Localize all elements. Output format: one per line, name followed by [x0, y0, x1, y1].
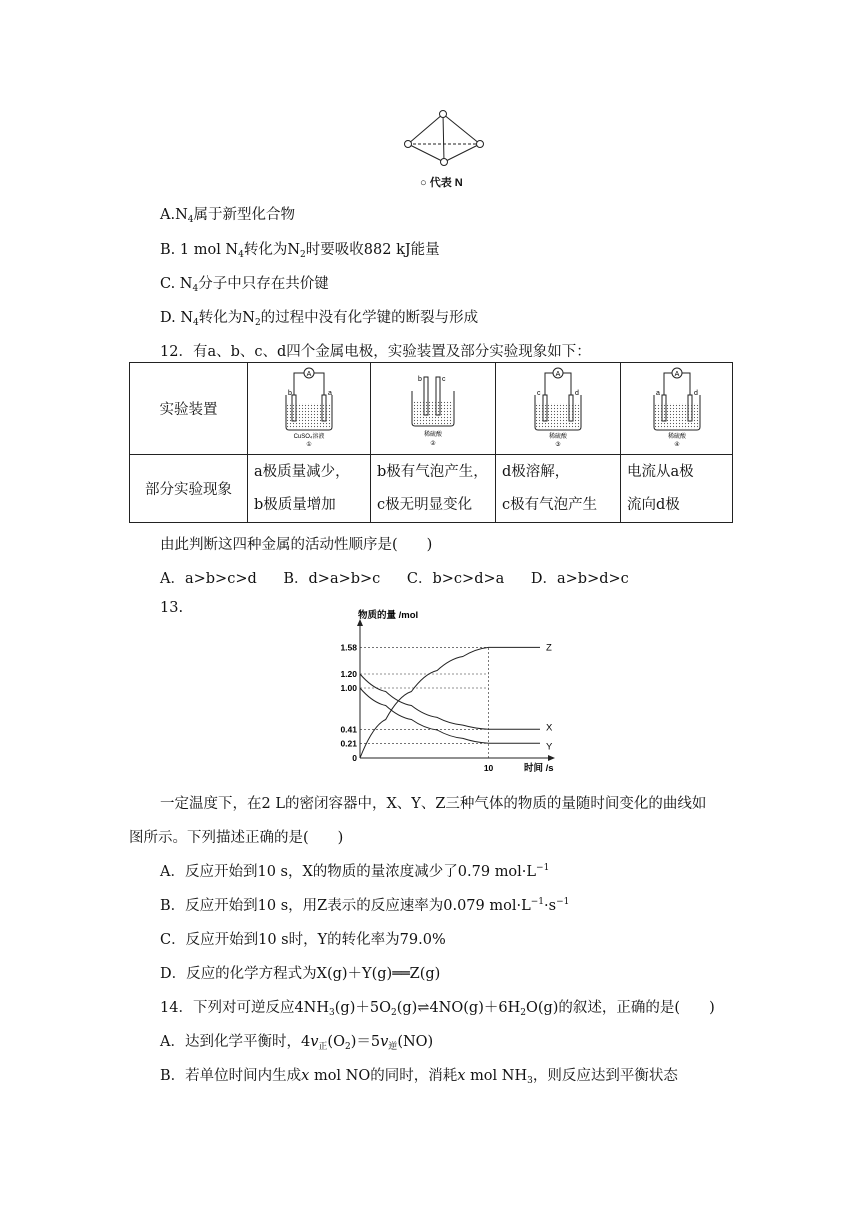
device-number: ②	[430, 440, 436, 447]
phenomenon-cell: d极溶解， c极有气泡产生	[496, 455, 621, 523]
q12-option-a: A．a>b>c>d	[160, 571, 257, 587]
table-header-setup: 实验装置	[130, 363, 248, 455]
series-label-z: Z	[546, 642, 552, 654]
svg-text:A: A	[306, 370, 312, 378]
device-number: ④	[673, 441, 680, 448]
electrolytic-cell-3	[523, 365, 593, 449]
figure-caption: ○ 代表 N	[420, 177, 463, 189]
y-axis-label: 物质的量 /mol	[358, 610, 419, 621]
series-line-z	[360, 647, 540, 758]
q13-text-line2: 图所示。下列描述正确的是( )	[129, 830, 344, 846]
q12-option-d: D．a>b>d>c	[530, 571, 629, 587]
device-cell	[621, 363, 733, 455]
q11-option-d: D. $N_4$转化为$N_2$的过程中没有化学键的断裂与形成	[160, 310, 479, 328]
amount-time-chart	[320, 610, 560, 778]
q12-option-c: C．b>c>d>a	[406, 571, 505, 587]
q13-option-a: A．反应开始到10 s，X的物质的量浓度减少了0.79 $mol\cdot L^{-1}$	[160, 863, 550, 880]
svg-text:A: A	[674, 370, 679, 378]
series-line-y	[360, 688, 540, 743]
electrode-right-label: d	[693, 389, 698, 397]
series-label-x: X	[546, 722, 553, 734]
y-tick-label: 0.41	[340, 724, 357, 735]
q13-option-c: C．反应开始到10 s时，Y的转化率为79.0%	[160, 932, 446, 948]
device-cell	[496, 363, 621, 455]
device-number: ①	[306, 441, 312, 448]
device-number: ③	[555, 441, 561, 448]
electrode-left-label: b	[418, 375, 422, 383]
device-cell	[248, 363, 371, 455]
solution-label: 稀硫酸	[548, 433, 568, 440]
q13-text-line1: 一定温度下，在2 L的密闭容器中，X、Y、Z三种气体的物质的量随时间变化的曲线如	[160, 796, 707, 812]
q12-option-b: B．d>a>b>c	[283, 571, 381, 587]
q11-option-a: $A.N_4$属于新型化合物	[160, 207, 296, 225]
svg-text:A: A	[555, 370, 561, 378]
electrolytic-cell-1	[274, 365, 344, 449]
q13-option-b: B．反应开始到10 s，用Z表示的反应速率为0.079 $mol\cdot L^{-1}\cdot s^{-1}$	[160, 897, 570, 914]
electrode-left-label: b	[288, 389, 292, 397]
solution-label: CuSO₄溶液	[293, 433, 325, 440]
q14-option-a: A．达到化学平衡时，$4v_正(O_2)=5v_逆(NO)$	[160, 1034, 434, 1052]
electrode-left-label: c	[537, 389, 541, 397]
y-tick-label: 0.21	[340, 738, 357, 749]
q11-option-c: C. $N_4$分子中只存在共价键	[160, 276, 329, 294]
solution-label: 稀硫酸	[667, 433, 686, 440]
device-cell	[371, 363, 496, 455]
x-axis-arrow	[548, 755, 555, 761]
q11-option-b: B. 1 mol $N_4$转化为$N_2$时要吸收882 kJ能量	[160, 242, 440, 260]
y-tick-label: 1.58	[340, 642, 357, 653]
q12-question: 由此判断这四种金属的活动性顺序是( )	[160, 537, 433, 553]
origin-label: 0	[352, 753, 357, 763]
x-tick-label: 10	[483, 763, 494, 773]
y-tick-label: 1.00	[340, 683, 357, 693]
electrolytic-cell-4	[642, 365, 712, 449]
electrolytic-cell-2	[398, 365, 468, 449]
n4-tetrahedron-figure	[398, 104, 494, 170]
q13-option-d: D．反应的化学方程式为X(g)＋Y(g)══Z(g)	[160, 966, 441, 982]
phenomenon-cell: b极有气泡产生， c极无明显变化	[371, 455, 496, 523]
solution-label: 稀硫酸	[423, 431, 443, 438]
electrode-right-label: d	[575, 389, 579, 397]
series-line-x	[360, 674, 540, 729]
experiment-table	[129, 362, 733, 523]
y-tick-label: 1.20	[340, 669, 357, 679]
q12-stem: 12．有a、b、c、d四个金属电极，实验装置及部分实验现象如下：	[160, 344, 591, 360]
series-label-y: Y	[546, 741, 553, 753]
electrode-left-label: a	[655, 389, 660, 397]
electrode-right-label: c	[442, 375, 446, 383]
q13-number: 13.	[160, 600, 184, 616]
x-axis-label: 时间 /s	[524, 763, 554, 774]
electrode-right-label: a	[328, 389, 332, 397]
q12-options	[160, 567, 629, 588]
phenomenon-cell: a极质量减少， b极质量增加	[248, 455, 371, 523]
q14-option-b: B．若单位时间内生成x mol NO的同时，消耗x mol $NH_3$，则反应达到平衡状态	[160, 1068, 678, 1086]
q14-stem: 14．下列对可逆反应$4NH_3(g)+5O_2(g)\rightleftharpoons 4NO(g)+6H_2O(g)$的叙述，正确的是( )	[160, 1000, 715, 1018]
phenomenon-cell: 电流从a极 流向d极	[621, 455, 733, 523]
table-header-phenomena: 部分实验现象	[130, 455, 248, 523]
